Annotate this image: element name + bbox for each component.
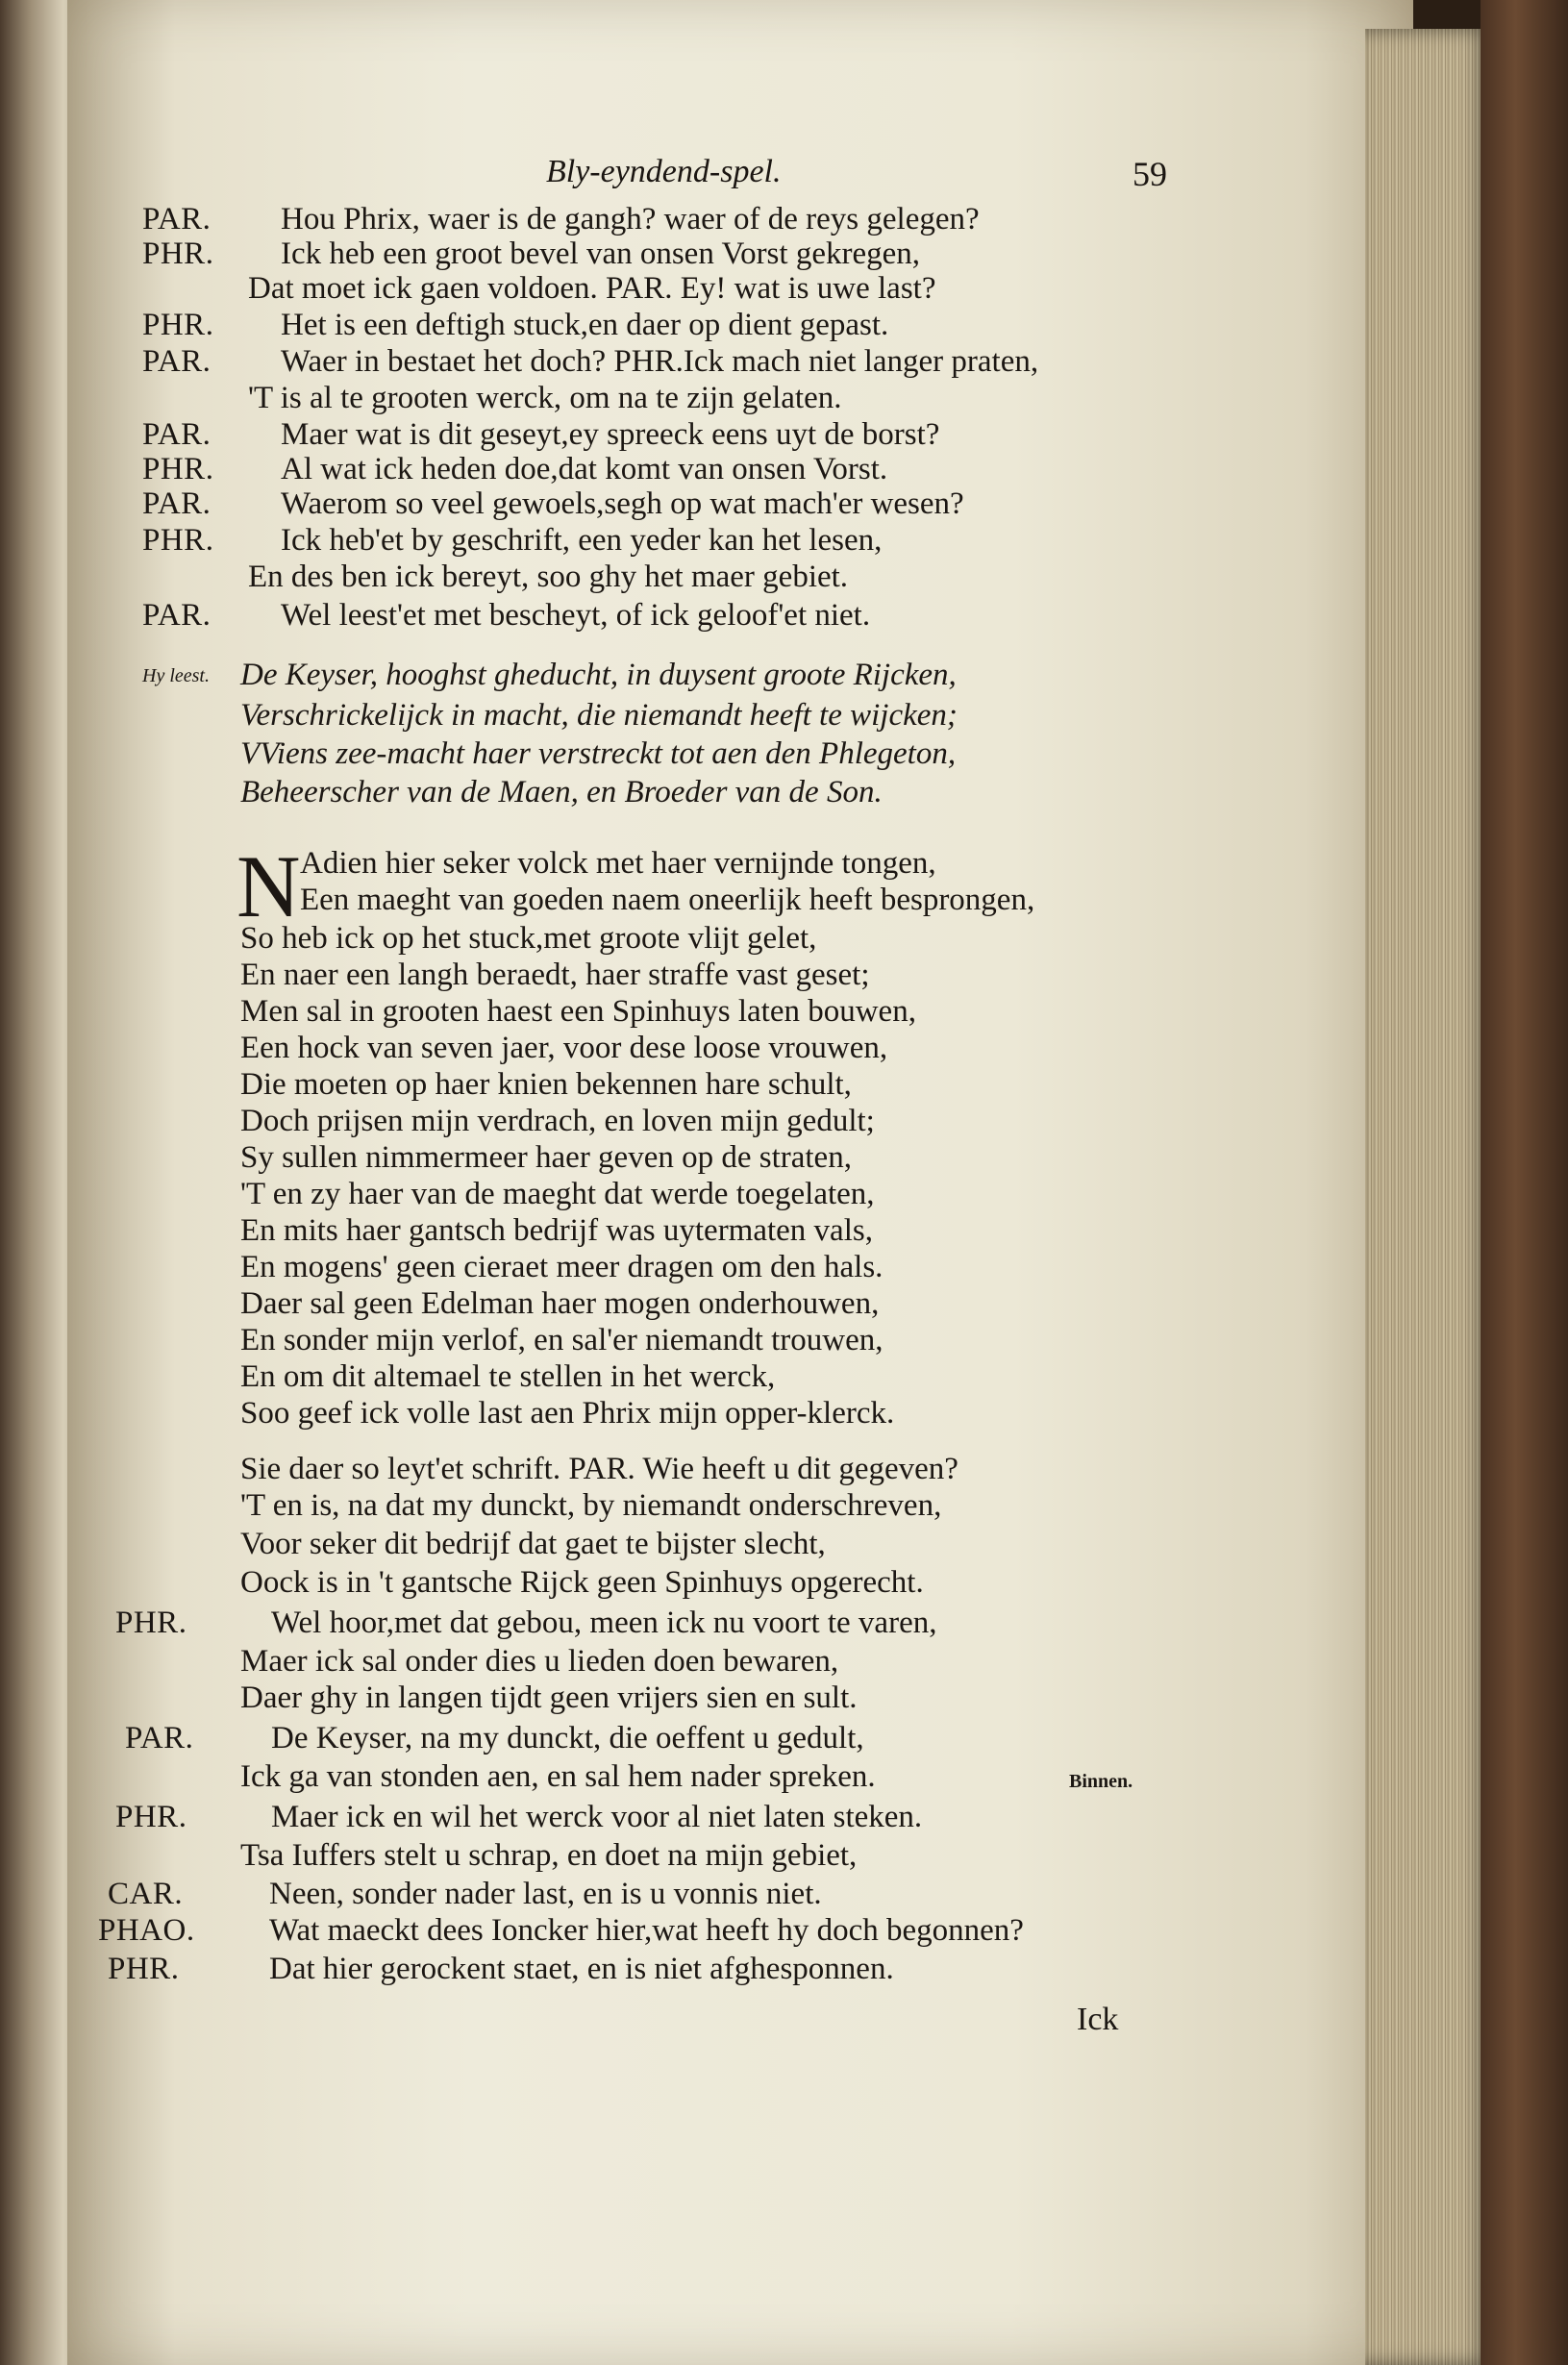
line-text: Beheerscher van de Maen, en Broeder van de Son. — [240, 775, 883, 809]
speaker-label: PHR. — [142, 236, 214, 271]
speaker-label: PHR. — [142, 308, 214, 342]
line-text: Hou Phrix, waer is de gangh? waer of de reys gelegen? — [281, 202, 980, 236]
dialogue-line — [0, 236, 1568, 275]
line-text: Dat hier gerockent staet, en is niet afghesponnen. — [269, 1952, 894, 1986]
line-text: Al wat ick heden doe,dat komt van onsen Vorst. — [281, 452, 888, 486]
line-text: De Keyser, hooghst gheducht, in duysent groote Rijcken, — [240, 658, 957, 692]
line-text: En mogens' geen cieraet meer dragen om den hals. — [240, 1250, 884, 1284]
line-text: Waerom so veel gewoels,segh op wat mach'er wesen? — [281, 486, 964, 521]
line-text: Het is een deftigh stuck,en daer op dient gepast. — [281, 308, 889, 342]
dialogue-line — [0, 1452, 1568, 1490]
line-text: 'T en zy haer van de maeght dat werde toegelaten, — [240, 1177, 875, 1211]
line-text: 'T is al te grooten werck, om na te zijn gelaten. — [248, 381, 842, 415]
dialogue-line — [0, 1680, 1568, 1719]
dialogue-line — [0, 1759, 1568, 1798]
line-text: Doch prijsen mijn verdrach, en loven mijn gedult; — [240, 1104, 875, 1138]
line-text: VViens zee-macht haer verstreckt tot aen den Phlegeton, — [240, 736, 957, 771]
decree-line — [0, 994, 1568, 1033]
decree-line — [0, 1286, 1568, 1325]
decree-line — [0, 1104, 1568, 1142]
speaker-label: PHR. — [142, 452, 214, 486]
dialogue-line — [0, 1877, 1568, 1915]
decree-line — [0, 958, 1568, 996]
dialogue-line — [0, 1488, 1568, 1527]
decree-line — [0, 1213, 1568, 1252]
decree-line — [0, 921, 1568, 959]
dialogue-line — [0, 417, 1568, 456]
line-text: Soo geef ick volle last aen Phrix mijn opper-klerck. — [240, 1396, 895, 1431]
line-text: Ick heb'et by geschrift, een yeder kan het lesen, — [281, 523, 883, 558]
dialogue-line — [0, 271, 1568, 310]
speaker-label: PAR. — [142, 417, 212, 452]
line-text: Adien hier seker volck met haer vernijnde tongen, — [300, 846, 936, 881]
speaker-label: PAR. — [125, 1721, 194, 1755]
stage-note: Binnen. — [1069, 1771, 1133, 1792]
line-text: 'T en is, na dat my dunckt, by niemandt onderschreven, — [240, 1488, 942, 1523]
speaker-label: PHR. — [115, 1800, 187, 1834]
line-text: Sie daer so leyt'et schrift. PAR. Wie heeft u dit gegeven? — [240, 1452, 958, 1486]
title-line — [0, 658, 1568, 696]
speaker-label: PHR. — [142, 523, 214, 558]
line-text: Neen, sonder nader last, en is u vonnis niet. — [269, 1877, 822, 1911]
line-text: Daer ghy in langen tijdt geen vrijers sien en sult. — [240, 1680, 858, 1715]
dialogue-line — [0, 344, 1568, 383]
line-text: Wat maeckt dees Ioncker hier,wat heeft hy doch begonnen? — [269, 1913, 1024, 1948]
dialogue-line — [0, 598, 1568, 636]
title-line — [0, 698, 1568, 736]
decree-line — [0, 1396, 1568, 1434]
line-text: En om dit altemael te stellen in het werck, — [240, 1359, 776, 1394]
line-text: Tsa Iuffers stelt u schrap, en doet na mijn gebiet, — [240, 1838, 858, 1873]
dialogue-line — [0, 202, 1568, 240]
decree-line — [0, 1177, 1568, 1215]
decree-line — [0, 1250, 1568, 1288]
stage-note: Hy leest. — [142, 665, 210, 686]
dialogue-line — [0, 1721, 1568, 1759]
line-text: Dat moet ick gaen voldoen. PAR. Ey! wat is uwe last? — [248, 271, 936, 306]
speaker-label: PAR. — [142, 344, 212, 379]
line-text: Ick ga van stonden aen, en sal hem nader spreken. — [240, 1759, 876, 1794]
title-line — [0, 736, 1568, 775]
decree-line — [0, 1323, 1568, 1361]
decree-line — [0, 1140, 1568, 1179]
line-text: Die moeten op haer knien bekennen hare schult, — [240, 1067, 852, 1102]
dialogue-line — [0, 1800, 1568, 1838]
dialogue-line — [0, 452, 1568, 490]
decree-line — [0, 1031, 1568, 1069]
decree-line — [0, 1359, 1568, 1398]
line-text: Oock is in 't gantsche Rijck geen Spinhuys opgerecht. — [240, 1565, 924, 1600]
speaker-label: PAR. — [142, 486, 212, 521]
line-text: Maer wat is dit geseyt,ey spreeck eens uyt de borst? — [281, 417, 940, 452]
dialogue-line — [0, 486, 1568, 525]
running-title: Bly-eyndend-spel. — [546, 154, 782, 189]
dialogue-line — [0, 308, 1568, 346]
speaker-label: CAR. — [108, 1877, 184, 1911]
line-text: Sy sullen nimmermeer haer geven op de straten, — [240, 1140, 852, 1175]
decree-line — [0, 883, 1568, 921]
dialogue-line — [0, 1565, 1568, 1604]
line-text: Wel leest'et met bescheyt, of ick geloof'et niet. — [281, 598, 871, 633]
drop-cap: N — [236, 837, 301, 935]
line-text: Voor seker dit bedrijf dat gaet te bijster slecht, — [240, 1527, 826, 1561]
dialogue-line — [0, 1606, 1568, 1644]
line-text: Waer in bestaet het doch? PHR.Ick mach niet langer praten, — [281, 344, 1039, 379]
speaker-label: PHAO. — [98, 1913, 195, 1948]
line-text: En sonder mijn verlof, en sal'er niemandt trouwen, — [240, 1323, 884, 1357]
line-text: Men sal in grooten haest een Spinhuys laten bouwen, — [240, 994, 916, 1029]
dialogue-line — [0, 1527, 1568, 1565]
line-text: En naer een langh beraedt, haer straffe vast geset; — [240, 958, 870, 992]
line-text: En des ben ick bereyt, soo ghy het maer gebiet. — [248, 560, 849, 594]
line-text: De Keyser, na my dunckt, die oeffent u gedult, — [271, 1721, 864, 1755]
decree-line — [0, 1067, 1568, 1106]
line-text: Een maeght van goeden naem oneerlijk heeft besprongen, — [300, 883, 1035, 917]
dialogue-line — [0, 1838, 1568, 1877]
speaker-label: PAR. — [142, 202, 212, 236]
line-text: Verschrickelijck in macht, die niemandt heeft te wijcken; — [240, 698, 958, 733]
line-text: Wel hoor,met dat gebou, meen ick nu voort te varen, — [271, 1606, 937, 1640]
line-text: En mits haer gantsch bedrijf was uytermaten vals, — [240, 1213, 873, 1248]
dialogue-line — [0, 381, 1568, 419]
dialogue-line — [0, 1952, 1568, 1990]
speaker-label: PHR. — [115, 1606, 187, 1640]
dialogue-line — [0, 1913, 1568, 1952]
dialogue-line — [0, 523, 1568, 561]
line-text: Daer sal geen Edelman haer mogen onderhouwen, — [240, 1286, 880, 1321]
dialogue-line — [0, 1644, 1568, 1682]
line-text: Een hock van seven jaer, voor dese loose vrouwen, — [240, 1031, 888, 1065]
title-line — [0, 775, 1568, 813]
catchword: Ick — [1077, 2002, 1119, 2037]
decree-line — [0, 846, 1568, 884]
line-text: Maer ick sal onder dies u lieden doen bewaren, — [240, 1644, 839, 1679]
line-text: Maer ick en wil het werck voor al niet laten steken. — [271, 1800, 923, 1834]
line-text: So heb ick op het stuck,met groote vlijt gelet, — [240, 921, 817, 956]
dialogue-line — [0, 560, 1568, 598]
speaker-label: PAR. — [142, 598, 212, 633]
line-text: Ick heb een groot bevel van onsen Vorst gekregen, — [281, 236, 920, 271]
page-number: 59 — [1132, 155, 1167, 193]
speaker-label: PHR. — [108, 1952, 180, 1986]
